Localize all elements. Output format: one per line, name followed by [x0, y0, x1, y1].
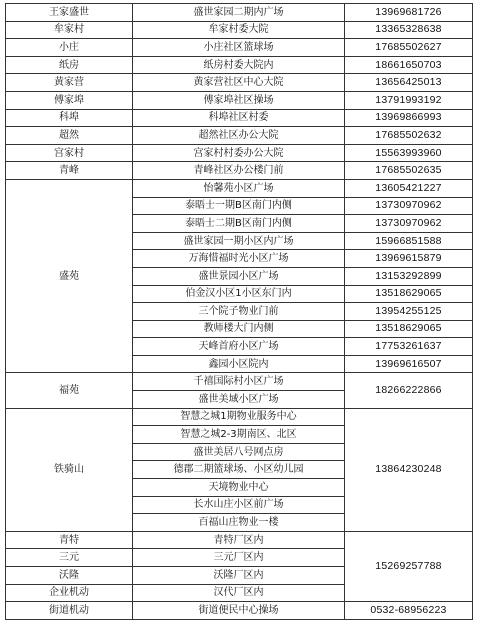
phone-cell: 13518629065	[345, 285, 473, 303]
phone-cell: 17685502627	[345, 39, 473, 57]
community-cell: 青峰	[6, 162, 133, 180]
location-cell: 百福山庄物业一楼	[133, 514, 345, 532]
phone-cell: 13969681726	[345, 4, 473, 22]
collection-point-table	[5, 3, 473, 620]
phone-cell: 17685502635	[345, 162, 473, 180]
phone-cell: 13656425013	[345, 74, 473, 92]
location-cell: 科埠社区村委	[133, 109, 345, 127]
location-cell: 德郡二期篮球场、小区幼儿园	[133, 461, 345, 479]
community-cell: 科埠	[6, 109, 133, 127]
phone-cell: 13969615879	[345, 250, 473, 268]
community-cell: 企业机动	[6, 584, 133, 602]
community-cell: 小庄	[6, 39, 133, 57]
location-cell: 泰晤士一期B区南门内侧	[133, 197, 345, 215]
phone-cell: 17753261637	[345, 338, 473, 356]
community-cell: 沃隆	[6, 567, 133, 585]
location-cell: 伯金汉小区1小区东门内	[133, 285, 345, 303]
community-cell: 三元	[6, 549, 133, 567]
location-cell: 超然社区办公大院	[133, 127, 345, 145]
community-cell: 街道机动	[6, 602, 133, 620]
table-row	[6, 74, 473, 92]
location-cell: 盛世家园一期小区内广场	[133, 232, 345, 250]
location-cell: 三个院子物业门前	[133, 303, 345, 321]
location-cell: 三元厂区内	[133, 549, 345, 567]
community-cell: 铁骑山	[6, 408, 133, 531]
phone-cell: 18266222866	[345, 373, 473, 408]
location-cell: 万海惜福时光小区广场	[133, 250, 345, 268]
community-cell: 福苑	[6, 373, 133, 408]
location-cell: 长水山庄小区前广场	[133, 496, 345, 514]
table-row	[6, 109, 473, 127]
phone-cell: 13153292899	[345, 267, 473, 285]
phone-cell: 13791993192	[345, 91, 473, 109]
location-cell: 盛世美域小区广场	[133, 391, 345, 409]
location-cell: 盛世美居八号网点房	[133, 443, 345, 461]
table-row	[6, 373, 473, 391]
location-cell: 智慧之城2-3期南区、北区	[133, 426, 345, 444]
location-cell: 教师楼大门内侧	[133, 320, 345, 338]
location-cell: 街道便民中心操场	[133, 602, 345, 620]
table-row	[6, 408, 473, 426]
phone-cell: 15966851588	[345, 232, 473, 250]
community-cell: 盛苑	[6, 179, 133, 373]
table-row	[6, 162, 473, 180]
phone-cell: 13969616507	[345, 355, 473, 373]
table-row	[6, 531, 473, 549]
community-cell: 王家盛世	[6, 4, 133, 22]
community-cell: 青特	[6, 531, 133, 549]
table-row	[6, 602, 473, 620]
phone-cell: 13954255125	[345, 303, 473, 321]
table-body	[6, 4, 473, 620]
community-cell: 宫家村	[6, 144, 133, 162]
location-cell: 汉代厂区内	[133, 584, 345, 602]
community-cell: 超然	[6, 127, 133, 145]
phone-cell: 13864230248	[345, 408, 473, 531]
phone-cell: 15269257788	[345, 531, 473, 601]
phone-cell: 15563993960	[345, 144, 473, 162]
location-cell: 千禧国际村小区广场	[133, 373, 345, 391]
table-row	[6, 4, 473, 22]
table-row	[6, 127, 473, 145]
phone-cell: 13969866993	[345, 109, 473, 127]
location-cell: 傅家埠社区操场	[133, 91, 345, 109]
phone-cell: 13518629065	[345, 320, 473, 338]
location-cell: 宫家村村委办公大院	[133, 144, 345, 162]
location-cell: 青峰社区办公楼门前	[133, 162, 345, 180]
phone-cell: 18661650703	[345, 56, 473, 74]
table-row	[6, 179, 473, 197]
location-cell: 天峰首府小区广场	[133, 338, 345, 356]
location-cell: 牟家村委大院	[133, 21, 345, 39]
location-cell: 青特厂区内	[133, 531, 345, 549]
phone-cell: 13730970962	[345, 197, 473, 215]
table-row	[6, 91, 473, 109]
location-cell: 盛世景园小区广场	[133, 267, 345, 285]
community-cell: 牟家村	[6, 21, 133, 39]
location-cell: 纸房村委大院内	[133, 56, 345, 74]
location-cell: 智慧之城1期物业服务中心	[133, 408, 345, 426]
table-row	[6, 39, 473, 57]
location-cell: 鑫园小区院内	[133, 355, 345, 373]
table-row	[6, 56, 473, 74]
table-row	[6, 144, 473, 162]
phone-cell: 0532-68956223	[345, 602, 473, 620]
location-cell: 盛世家园二期内广场	[133, 4, 345, 22]
location-cell: 天境物业中心	[133, 479, 345, 497]
location-cell: 黄家营社区中心大院	[133, 74, 345, 92]
community-cell: 黄家营	[6, 74, 133, 92]
phone-cell: 17685502632	[345, 127, 473, 145]
location-cell: 怡馨苑小区广场	[133, 179, 345, 197]
location-cell: 沃隆厂区内	[133, 567, 345, 585]
location-cell: 小庄社区篮球场	[133, 39, 345, 57]
community-cell: 纸房	[6, 56, 133, 74]
phone-cell: 13365328638	[345, 21, 473, 39]
phone-cell: 13730970962	[345, 215, 473, 233]
community-cell: 傅家埠	[6, 91, 133, 109]
table-row	[6, 21, 473, 39]
location-cell: 泰晤士二期B区南门内侧	[133, 215, 345, 233]
phone-cell: 13605421227	[345, 179, 473, 197]
